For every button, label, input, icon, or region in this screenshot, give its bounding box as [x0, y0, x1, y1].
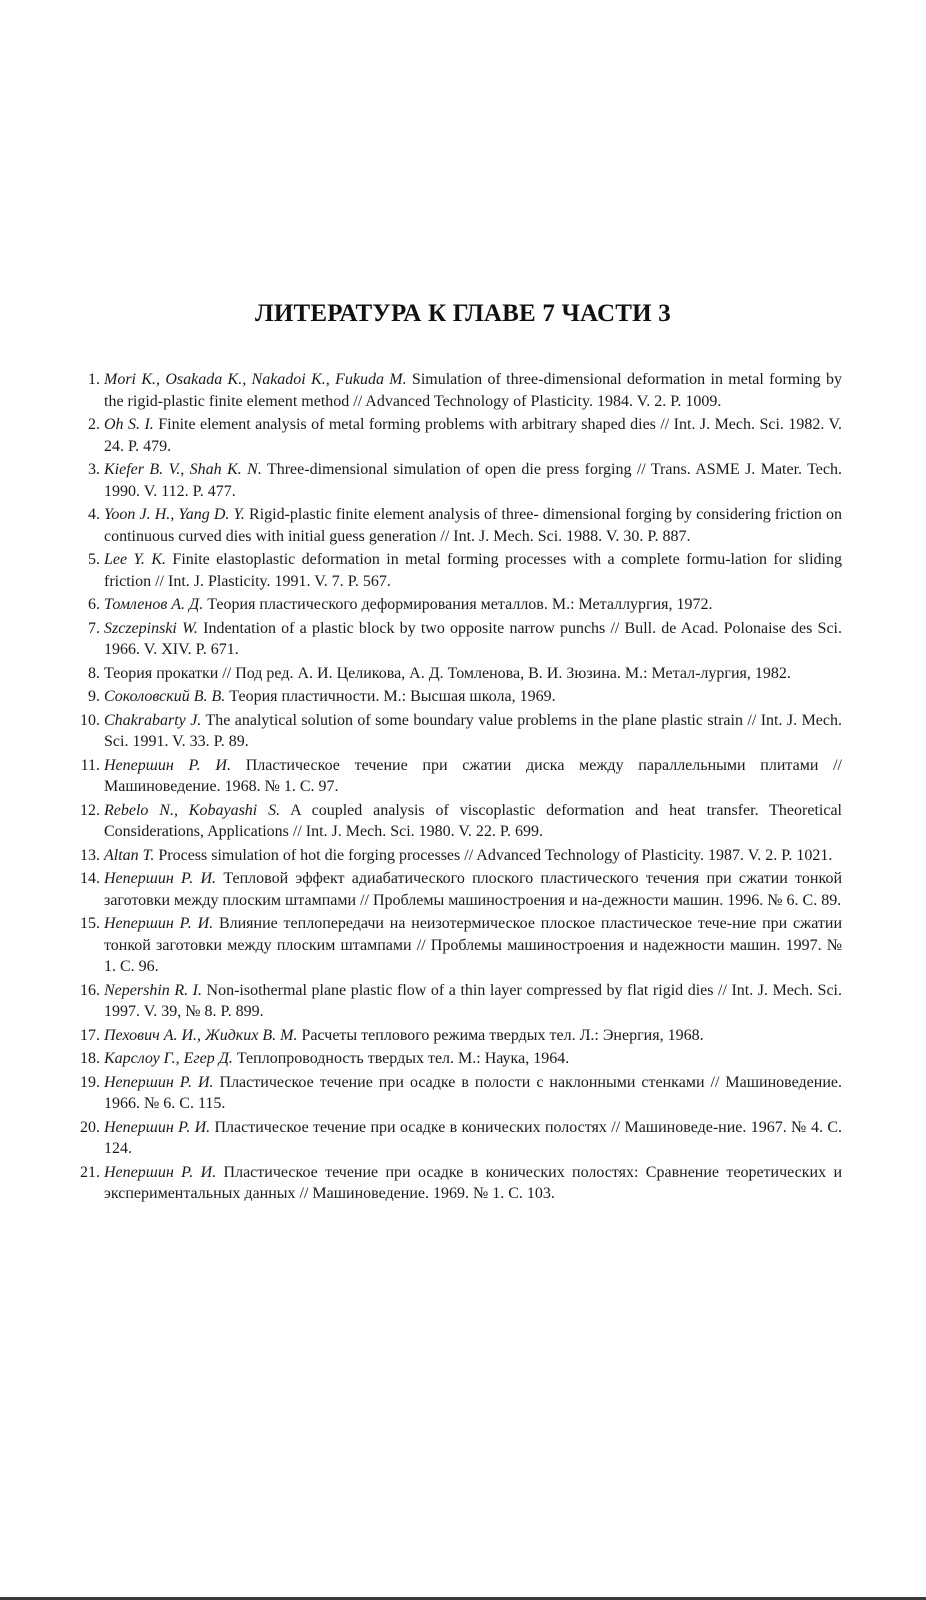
reference-authors: Nepershin R. I. [104, 981, 202, 999]
reference-authors: Непершин Р. И. [104, 1073, 214, 1091]
reference-body: Теория пластического деформирования металлов. М.: Металлургия, 1972. [203, 596, 713, 613]
reference-body: Пластическое течение при осадке в конических полостях: Сравнение теоретических и экспериментальных данных // Машиноведение. 1969. № 1. С. 103. [104, 1163, 842, 1202]
reference-number: 5. [88, 551, 100, 568]
reference-text [104, 549, 842, 592]
reference-item [74, 459, 842, 502]
reference-item [74, 800, 842, 843]
reference-authors: Rebelo N., Kobayashi S. [104, 801, 281, 819]
reference-body: Теория прокатки // Под ред. А. И. Целикова, А. Д. Томленова, В. И. Зюзина. М.: Метал-лургия, 1982. [104, 664, 791, 682]
reference-text [104, 1072, 842, 1115]
reference-number: 16. [80, 981, 100, 999]
reference-item [74, 1162, 842, 1205]
reference-item [74, 710, 842, 753]
reference-text [104, 1048, 842, 1070]
reference-item [74, 594, 842, 616]
reference-text [104, 913, 842, 978]
reference-list [74, 369, 842, 1207]
reference-item [74, 755, 842, 798]
reference-authors: Lee Y. K. [104, 551, 167, 568]
reference-text [104, 845, 842, 867]
reference-text [104, 414, 842, 457]
reference-number: 10. [80, 711, 100, 729]
reference-number: 17. [80, 1026, 100, 1044]
reference-number: 15. [80, 915, 100, 932]
reference-authors: Mori K., Osakada K., Nakadoi K., Fukuda M. [104, 371, 407, 388]
reference-body: Теория пластичности. М.: Высшая школа, 1969. [225, 688, 556, 705]
reference-authors: Chakrabarty J. [104, 711, 202, 729]
reference-text [104, 1162, 842, 1205]
reference-body: Пластическое течение при осадке в конических полостях // Машиноведе-ние. 1967. № 4. С. 124. [104, 1118, 842, 1157]
reference-authors: Szczepinski W. [104, 619, 198, 637]
reference-item [74, 686, 842, 708]
reference-number: 13. [80, 846, 100, 864]
reference-text [104, 755, 842, 798]
reference-number: 14. [80, 870, 100, 887]
reference-number: 1. [88, 371, 100, 388]
reference-number: 7. [88, 619, 100, 637]
reference-authors: Непершин Р. И. [104, 870, 217, 887]
reference-body: The analytical solution of some boundary value problems in the plane plastic strain // Int. J. Mech. Sci. 1991. V. 33. P. 89. [104, 711, 842, 750]
reference-authors: Kiefer B. V., Shah K. N. [104, 461, 262, 478]
reference-authors: Соколовский В. В. [104, 688, 226, 705]
reference-number: 8. [88, 664, 100, 682]
reference-text [104, 618, 842, 661]
reference-body: Finite element analysis of metal forming problems with arbitrary shaped dies // Int. J. Mech. Sci. 1982. V. 24. P. 479. [104, 416, 842, 455]
reference-body: Теплопроводность твердых тел. М.: Наука, 1964. [232, 1050, 570, 1067]
reference-item [74, 504, 842, 547]
reference-number: 9. [88, 688, 100, 705]
reference-authors: Непершин Р. И. [104, 1163, 217, 1181]
reference-authors: Непершин Р. И. [104, 1118, 211, 1136]
reference-text [104, 800, 842, 843]
reference-text [104, 686, 842, 708]
reference-item [74, 549, 842, 592]
reference-body: A coupled analysis of viscoplastic deformation and heat transfer. Theoretical Considerations, Applications // Int. J. Mech. Sci. 1980. V. 22. P. 699. [104, 801, 842, 840]
reference-item [74, 414, 842, 457]
reference-text [104, 1025, 842, 1047]
reference-body: Three-dimensional simulation of open die press forging // Trans. ASME J. Mater. Tech. 1990. V. 112. P. 477. [104, 461, 843, 500]
reference-number: 2. [88, 416, 100, 433]
reference-item [74, 1048, 842, 1070]
reference-authors: Томленов А. Д. [104, 596, 204, 613]
reference-number: 11. [80, 756, 100, 774]
reference-authors: Oh S. I. [104, 416, 154, 433]
reference-text [104, 369, 842, 412]
reference-text [104, 710, 842, 753]
reference-body: Indentation of a plastic block by two opposite narrow punchs // Bull. de Acad. Polonaise des Sci. 1966. V. XIV. P. 671. [104, 619, 842, 658]
reference-body: Finite elastoplastic deformation in metal forming processes with a complete formu-lation for sliding friction // Int. J. Plasticity. 1991. V. 7. P. 567. [104, 551, 843, 590]
reference-text [104, 980, 842, 1023]
reference-text [104, 1117, 842, 1160]
reference-number: 6. [88, 596, 100, 613]
reference-number: 3. [88, 461, 100, 478]
reference-body: Пластическое течение при осадке в полости с наклонными стенками // Машиноведение. 1966. № 6. С. 115. [104, 1073, 843, 1112]
reference-authors: Yoon J. H., Yang D. Y. [104, 506, 245, 523]
reference-text [104, 459, 842, 502]
reference-number: 21. [80, 1163, 100, 1181]
reference-number: 19. [80, 1073, 100, 1091]
reference-authors: Altan T. [104, 846, 155, 864]
reference-item [74, 1025, 842, 1047]
reference-authors: Карслоу Г., Егер Д. [104, 1050, 233, 1067]
chapter-references-title: ЛИТЕРАТУРА К ГЛАВЕ 7 ЧАСТИ 3 [255, 300, 671, 327]
reference-number: 18. [80, 1050, 100, 1067]
reference-authors: Пехович А. И., Жидких В. М. [104, 1026, 298, 1044]
reference-number: 12. [80, 801, 100, 819]
reference-item [74, 913, 842, 978]
reference-authors: Непершин Р. И. [104, 915, 214, 932]
reference-item [74, 618, 842, 661]
reference-authors: Непершин Р. И. [104, 756, 231, 774]
reference-body: Non-isothermal plane plastic flow of a thin layer compressed by flat rigid dies // Int. J. Mech. Sci. 1997. V. 39, № 8. P. 899. [104, 981, 842, 1020]
reference-text [104, 504, 842, 547]
reference-body: Расчеты теплового режима твердых тел. Л.: Энергия, 1968. [297, 1026, 704, 1044]
reference-body: Влияние теплопередачи на неизотермическое плоское пластическое тече-ние при сжатии тонкой заготовки между плоским штампами // Проблемы машиностроения и надежности машин. 1997. № 1. С. 96. [104, 915, 842, 975]
reference-number: 4. [88, 506, 100, 523]
reference-body: Тепловой эффект адиабатического плоского пластического течения при сжатии тонкой заготовки между плоским штампами // Проблемы машиностроения и на-дежности машин. 1996. № 6. С. 89. [104, 870, 843, 909]
reference-item [74, 663, 842, 685]
reference-body: Process simulation of hot die forging processes // Advanced Technology of Plasticity. 1987. V. 2. P. 1021. [154, 846, 833, 864]
reference-item [74, 868, 842, 911]
reference-text [104, 594, 842, 616]
reference-text [104, 868, 842, 911]
reference-item [74, 980, 842, 1023]
reference-body: Simulation of three-dimensional deformation in metal forming by the rigid-plastic finite element method // Advanced Technology of Plasticity. 1984. V. 2. P. 1009. [104, 371, 843, 410]
reference-text [104, 663, 842, 685]
reference-number: 20. [80, 1118, 100, 1136]
reference-item [74, 845, 842, 867]
reference-item [74, 369, 842, 412]
reference-item [74, 1072, 842, 1115]
reference-item [74, 1117, 842, 1160]
reference-body: Rigid-plastic finite element analysis of three- dimensional forging by considering friction on continuous curved dies with initial guess generation // Int. J. Mech. Sci. 1988. V. 30. P. 887. [104, 506, 842, 545]
reference-body: Пластическое течение при сжатии диска между параллельными плитами // Машиноведение. 1968. № 1. С. 97. [104, 756, 843, 795]
